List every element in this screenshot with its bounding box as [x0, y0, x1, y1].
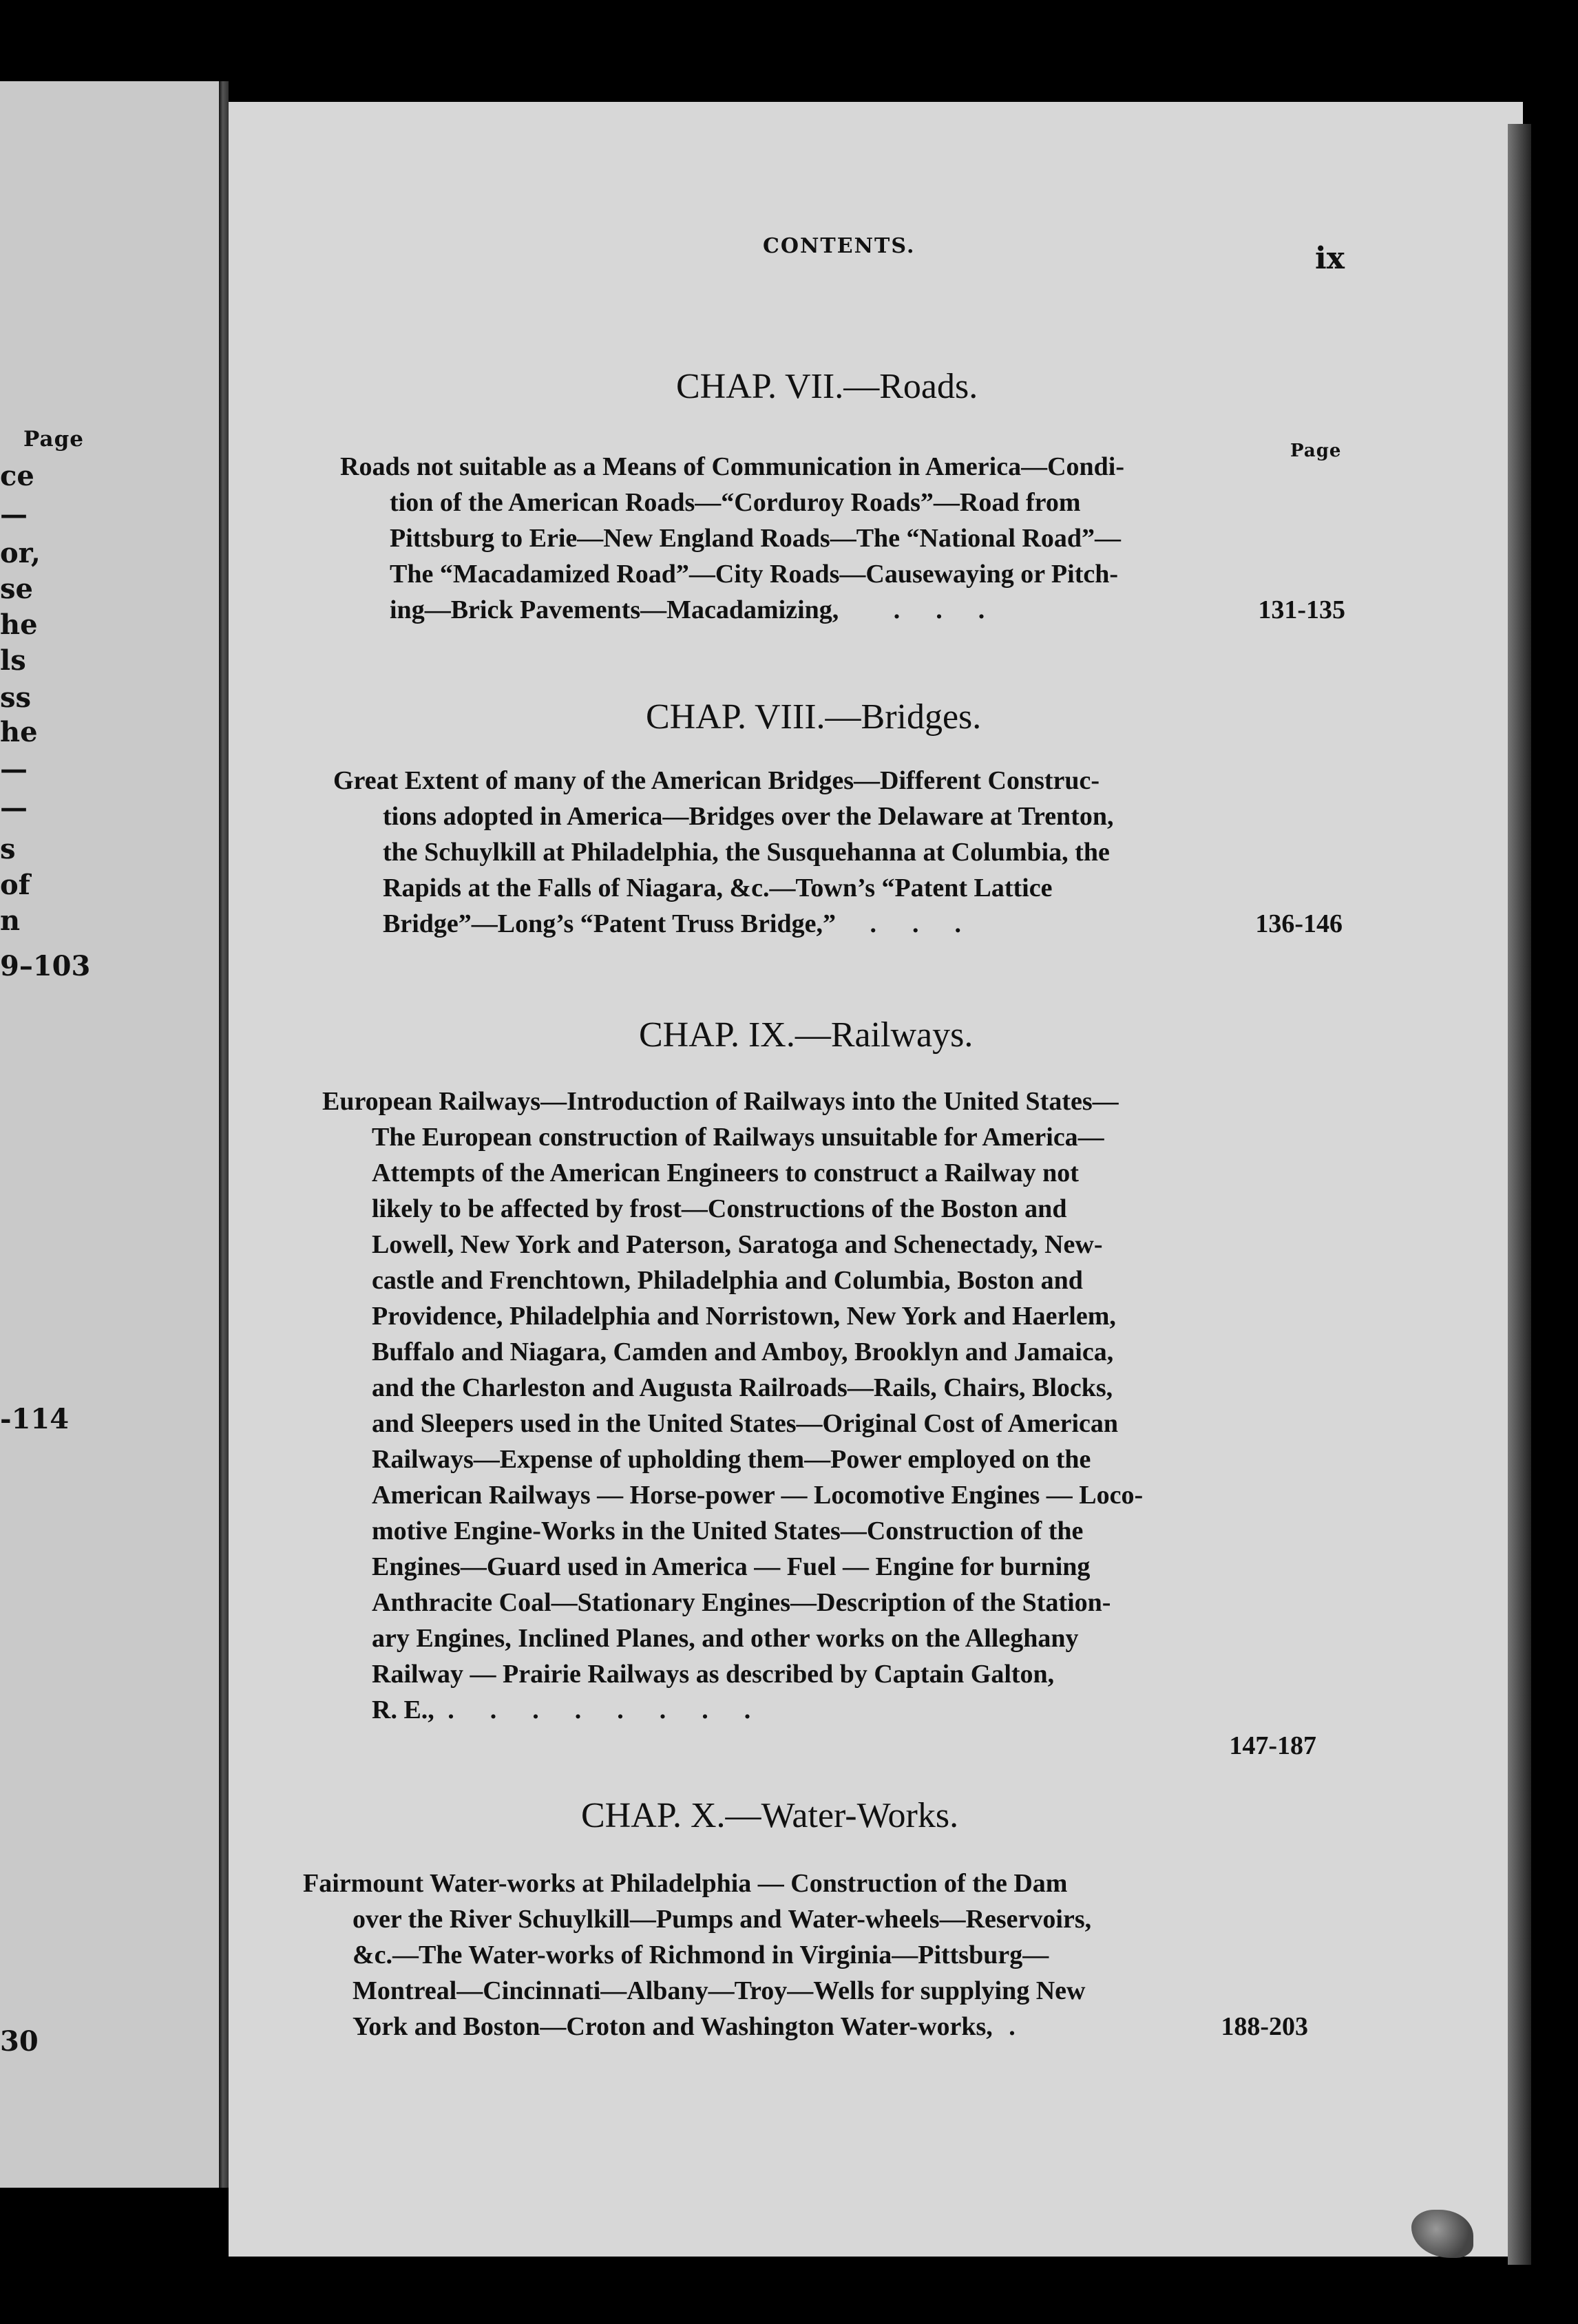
entry-line-text: York and Boston—Croton and Washington Water-works, [353, 2012, 993, 2041]
book-gutter [219, 81, 229, 2188]
entry-line: Providence, Philadelphia and Norristown, New York and Haerlem, [372, 1302, 1116, 1331]
entry-line: Lowell, New York and Paterson, Saratoga and Schenectady, New- [372, 1230, 1103, 1259]
entry-line: Attempts of the American Engineers to construct a Railway not [372, 1159, 1079, 1187]
entry-line: Roads not suitable as a Means of Communication in America—Condi- [340, 452, 1124, 481]
page-range: 147-187 [1229, 1731, 1316, 1760]
entry-line: the Schuylkill at Philadelphia, the Susquehanna at Columbia, the [383, 838, 1110, 867]
entry-line: Engines—Guard used in America — Fuel — Engine for burning [372, 1552, 1091, 1581]
chapter-entry [303, 1866, 1308, 2045]
chapter-entry [333, 763, 1343, 942]
left-fragment: ss [0, 682, 32, 714]
left-fragment: or, [0, 537, 41, 569]
left-fragment: ce [0, 460, 34, 492]
left-page-label: Page [23, 427, 84, 452]
entry-line: and Sleepers used in the United States—Original Cost of American [372, 1409, 1119, 1438]
left-fragment: se [0, 573, 33, 605]
entry-line: Railways—Expense of upholding them—Power employed on the [372, 1445, 1091, 1474]
leader-dots: . [1009, 2012, 1051, 2041]
leader-dots: ... [870, 909, 997, 938]
left-fragment: — [0, 498, 28, 531]
entry-line: Railway — Prairie Railways as described by Captain Galton, [372, 1660, 1055, 1689]
left-page [0, 81, 221, 2188]
entry-line: &c.—The Water-works of Richmond in Virginia—Pittsburg— [353, 1941, 1049, 1969]
chapter-heading: CHAP. VII.—Roads. [676, 367, 978, 406]
running-head: CONTENTS. [763, 234, 916, 258]
chapter-heading: CHAP. VIII.—Bridges. [646, 697, 982, 737]
left-fragment: -114 [0, 1403, 70, 1435]
left-fragment: ls [0, 644, 26, 677]
entry-line: ary Engines, Inclined Planes, and other works on the Alleghany [372, 1624, 1079, 1653]
chapter-entry [322, 1084, 1316, 1764]
left-fragment: he [0, 609, 38, 641]
left-fragment: of [0, 869, 30, 901]
entry-line: Great Extent of many of the American Bridges—Different Construc- [333, 766, 1100, 795]
chapter-entry [340, 449, 1345, 628]
left-fragment: he [0, 716, 38, 748]
page-edge [1508, 124, 1531, 2265]
left-fragment: 9–103 [0, 950, 91, 982]
entry-line: likely to be affected by frost—Constructions of the Boston and [372, 1194, 1067, 1223]
entry-line: Pittsburg to Erie—New England Roads—The “National Road”— [390, 524, 1121, 553]
entry-line-text: ing—Brick Pavements—Macadamizing, [390, 595, 839, 624]
entry-line: Anthracite Coal—Stationary Engines—Description of the Station- [372, 1588, 1111, 1617]
entry-line [322, 1692, 1316, 1728]
entry-line: tion of the American Roads—“Corduroy Roads”—Road from [390, 488, 1081, 517]
entry-line: over the River Schuylkill—Pumps and Water-wheels—Reservoirs, [353, 1905, 1092, 1934]
entry-line: castle and Frenchtown, Philadelphia and Columbia, Boston and [372, 1266, 1083, 1295]
entry-line: Montreal—Cincinnati—Albany—Troy—Wells for supplying New [353, 1976, 1086, 2005]
entry-line: American Railways — Horse-power — Locomotive Engines — Loco- [372, 1481, 1144, 1510]
left-fragment: — [0, 792, 28, 824]
page-range: 188-203 [1221, 2012, 1308, 2041]
leader-dots: ... [893, 595, 1021, 624]
chapter-heading: CHAP. X.—Water-Works. [581, 1796, 959, 1835]
entry-line: motive Engine-Works in the United States—Construction of the [372, 1517, 1084, 1545]
entry-line: European Railways—Introduction of Railways into the United States— [322, 1087, 1119, 1116]
chapter-heading: CHAP. IX.—Railways. [639, 1015, 974, 1055]
page-column-label: Page [1290, 441, 1342, 461]
left-fragment: n [0, 905, 21, 937]
page-range: 136-146 [1255, 909, 1343, 938]
entry-line: Fairmount Water-works at Philadelphia — Construction of the Dam [303, 1869, 1068, 1898]
entry-line [322, 1728, 1316, 1764]
entry-line: The European construction of Railways unsuitable for America— [372, 1123, 1104, 1152]
entry-line: Buffalo and Niagara, Camden and Amboy, Brooklyn and Jamaica, [372, 1338, 1114, 1366]
entry-line-text: R. E., [372, 1696, 434, 1724]
left-fragment: 30 [0, 2025, 39, 2058]
page-range: 131-135 [1258, 595, 1345, 624]
left-fragment: s [0, 833, 16, 865]
entry-line: tions adopted in America—Bridges over the Delaware at Trenton, [383, 802, 1114, 831]
entry-line [303, 2009, 1308, 2045]
entry-line: and the Charleston and Augusta Railroads—Rails, Chairs, Blocks, [372, 1373, 1113, 1402]
leader-dots: ........ [448, 1696, 787, 1724]
left-fragment: — [0, 753, 28, 785]
entry-line: The “Macadamized Road”—City Roads—Causewaying or Pitch- [390, 560, 1119, 589]
entry-line-text: Bridge”—Long’s “Patent Truss Bridge,” [383, 909, 836, 938]
entry-line [340, 592, 1345, 628]
page-number: ix [1315, 241, 1345, 276]
entry-line: Rapids at the Falls of Niagara, &c.—Town’s “Patent Lattice [383, 874, 1053, 902]
entry-line [333, 906, 1343, 942]
